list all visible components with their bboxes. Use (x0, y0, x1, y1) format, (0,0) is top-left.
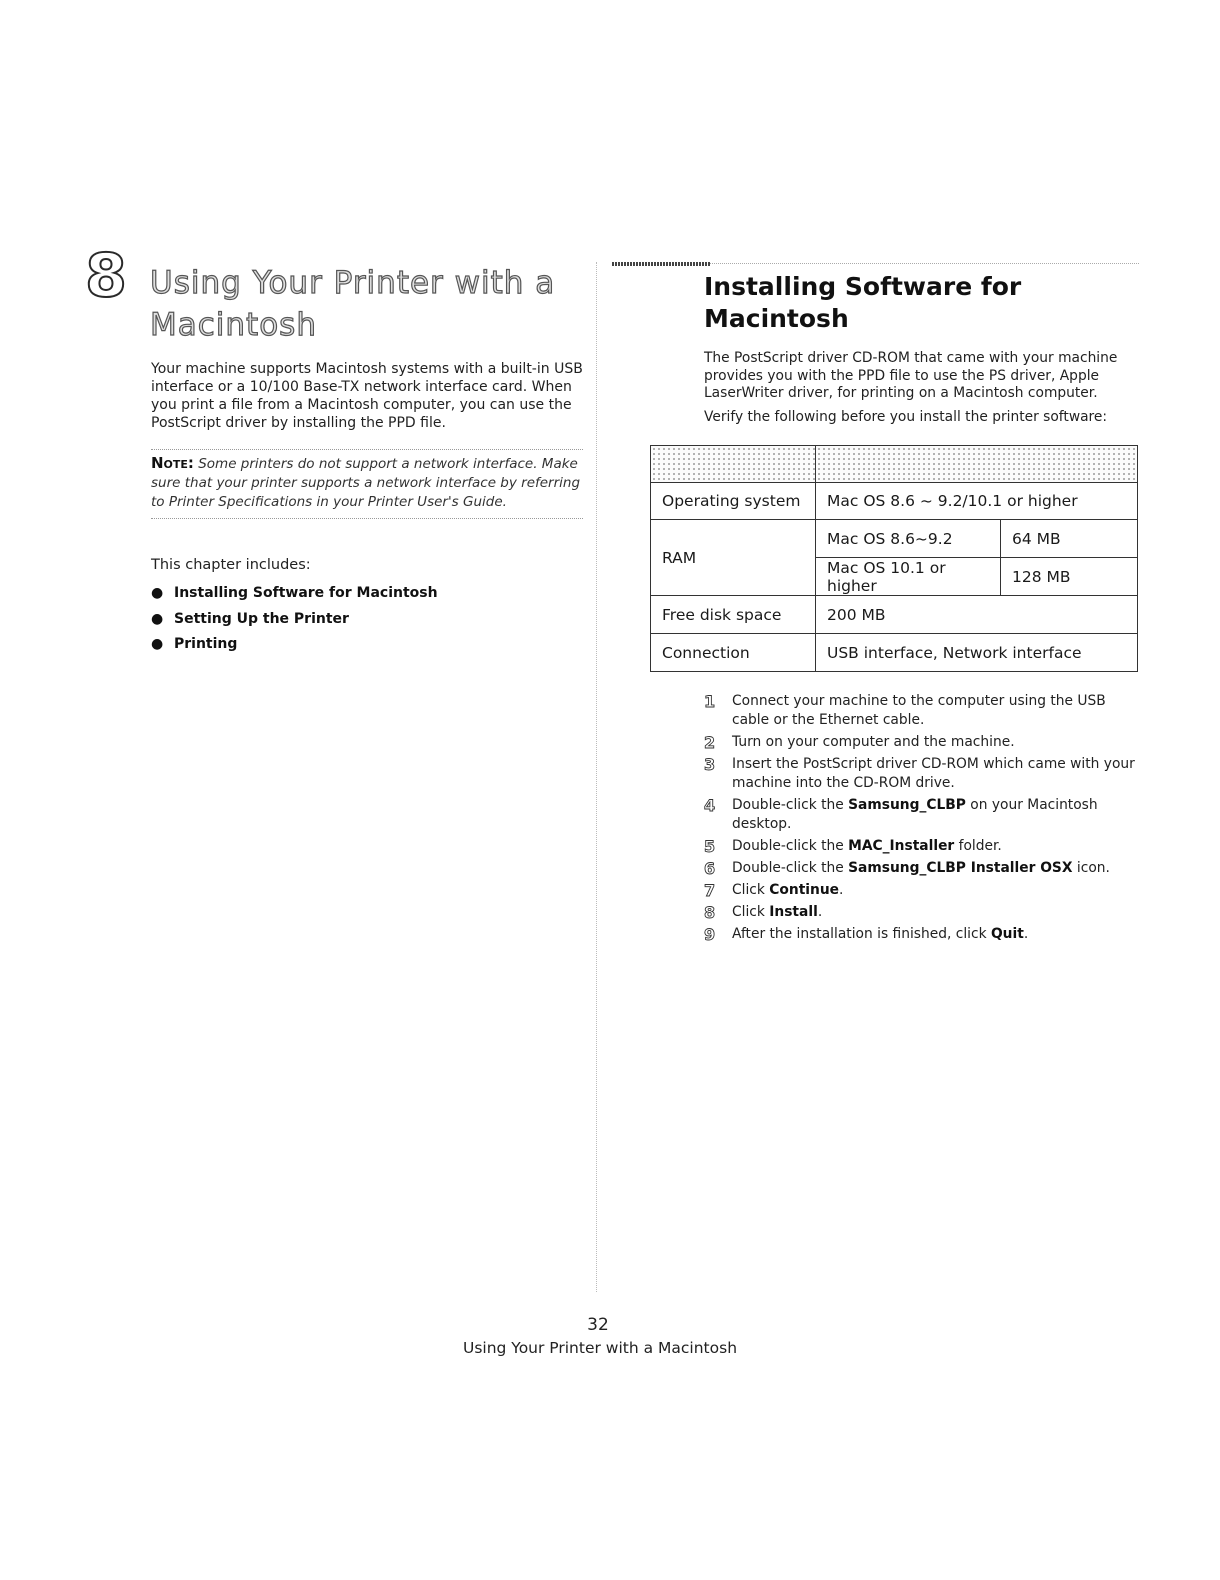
connection-value-cell: USB interface, Network interface (816, 634, 1138, 672)
step-item (704, 903, 1144, 922)
step-text: . (839, 882, 844, 898)
chapter-intro: Your machine supports Macintosh systems with a built-in USB interface or a 10/100 Base-TX network interface card. When you print a file from a Macintosh computer, you can use the PostScript driver by installing the PPD file. (151, 361, 583, 431)
table-row (651, 483, 1138, 520)
table-header-row (651, 446, 1138, 483)
includes-item-label[interactable]: Installing Software for Macintosh (174, 585, 438, 601)
ram-label-cell: RAM (651, 520, 816, 596)
includes-item[interactable] (151, 633, 438, 659)
step-text: Double-click the (732, 838, 849, 854)
note-label: Note: (151, 454, 194, 472)
step-bold-text: Samsung_CLBP (848, 797, 966, 813)
step-text: . (1023, 926, 1029, 942)
step-text: folder. (954, 838, 1002, 854)
ram-os-cell: Mac OS 8.6~9.2 (816, 520, 1001, 558)
table-header-cell (816, 446, 1138, 483)
includes-item[interactable] (151, 582, 438, 608)
step-item (704, 925, 1144, 944)
step-text: Click (732, 882, 770, 898)
requirements-table (650, 445, 1138, 672)
bullet-icon: ● (151, 636, 164, 652)
step-text: Click (732, 904, 770, 920)
step-number: 6 (704, 859, 716, 878)
step-bold-text: Continue (769, 882, 840, 898)
includes-list (151, 582, 438, 659)
os-label-cell: Operating system (651, 483, 816, 520)
ram-amount-cell: 64 MB (1001, 520, 1138, 558)
bullet-icon: ● (151, 585, 164, 601)
includes-heading: This chapter includes: (151, 557, 311, 573)
page-number: 32 (587, 1315, 609, 1335)
step-text: Turn on your computer and the machine. (732, 734, 1015, 750)
ram-amount-cell: 128 MB (1001, 558, 1138, 596)
connection-label-cell: Connection (651, 634, 816, 672)
step-number: 5 (704, 837, 716, 856)
includes-item-label[interactable]: Setting Up the Printer (174, 610, 349, 627)
step-text: Double-click the (732, 860, 849, 876)
table-row (651, 520, 1138, 558)
step-bold-text: MAC_Installer (848, 838, 955, 854)
includes-item-label[interactable]: Printing (174, 636, 238, 652)
table-row (651, 634, 1138, 672)
step-text: Double-click the (732, 797, 849, 813)
section-verify: Verify the following before you install the printer software: (704, 409, 1108, 425)
step-item (704, 692, 1144, 730)
section-intro: The PostScript driver CD-ROM that came with your machine provides you with the PPD file to use the PS driver, Apple LaserWriter driver, for printing on a Macintosh computer. (704, 350, 1118, 401)
install-steps (704, 692, 1144, 947)
step-text: Insert the PostScript driver CD-ROM which came with your machine into the CD-ROM drive. (732, 756, 1135, 791)
step-bold-text: Quit (990, 926, 1024, 942)
step-number: 4 (704, 796, 716, 815)
table-row (651, 596, 1138, 634)
includes-item[interactable] (151, 608, 438, 634)
step-item (704, 837, 1144, 856)
step-bold-text: Install (769, 904, 818, 920)
section-rule-accent (612, 262, 710, 266)
chapter-title: Using Your Printer with a Macintosh (150, 265, 556, 343)
step-item (704, 755, 1144, 793)
note-box (151, 449, 583, 519)
step-number: 7 (704, 881, 716, 900)
step-item (704, 881, 1144, 900)
bullet-icon: ● (151, 610, 164, 627)
ram-os-cell: Mac OS 10.1 or higher (816, 558, 1001, 596)
step-item (704, 859, 1144, 878)
step-bold-text: Samsung_CLBP Installer OSX (848, 860, 1073, 876)
step-text: Connect your machine to the computer using the USB cable or the Ethernet cable. (732, 693, 1106, 728)
os-value-cell: Mac OS 8.6 ~ 9.2/10.1 or higher (816, 483, 1138, 520)
step-number: 2 (704, 733, 716, 752)
note-body: Some printers do not support a network interface. Make sure that your printer supports a network interface by referring to Printer Specifications in your Printer User's Guide. (151, 456, 581, 510)
note-text (151, 454, 583, 512)
column-divider (596, 262, 597, 1292)
step-text: . (817, 904, 823, 920)
step-number: 9 (704, 925, 716, 944)
step-text: icon. (1072, 860, 1110, 876)
step-text: After the installation is finished, click (732, 926, 991, 942)
table-header-cell (651, 446, 816, 483)
step-text: on your Macintosh desktop. (732, 797, 1098, 832)
step-number: 8 (704, 903, 716, 922)
step-number: 3 (704, 755, 716, 774)
footer-title: Using Your Printer with a Macintosh (462, 1339, 738, 1357)
section-title: Installing Software for Macintosh (704, 272, 1022, 333)
disk-label-cell: Free disk space (651, 596, 816, 634)
disk-value-cell: 200 MB (816, 596, 1138, 634)
chapter-number: 8 (78, 244, 134, 308)
step-item (704, 796, 1144, 834)
step-number: 1 (704, 692, 716, 711)
step-item (704, 733, 1144, 752)
